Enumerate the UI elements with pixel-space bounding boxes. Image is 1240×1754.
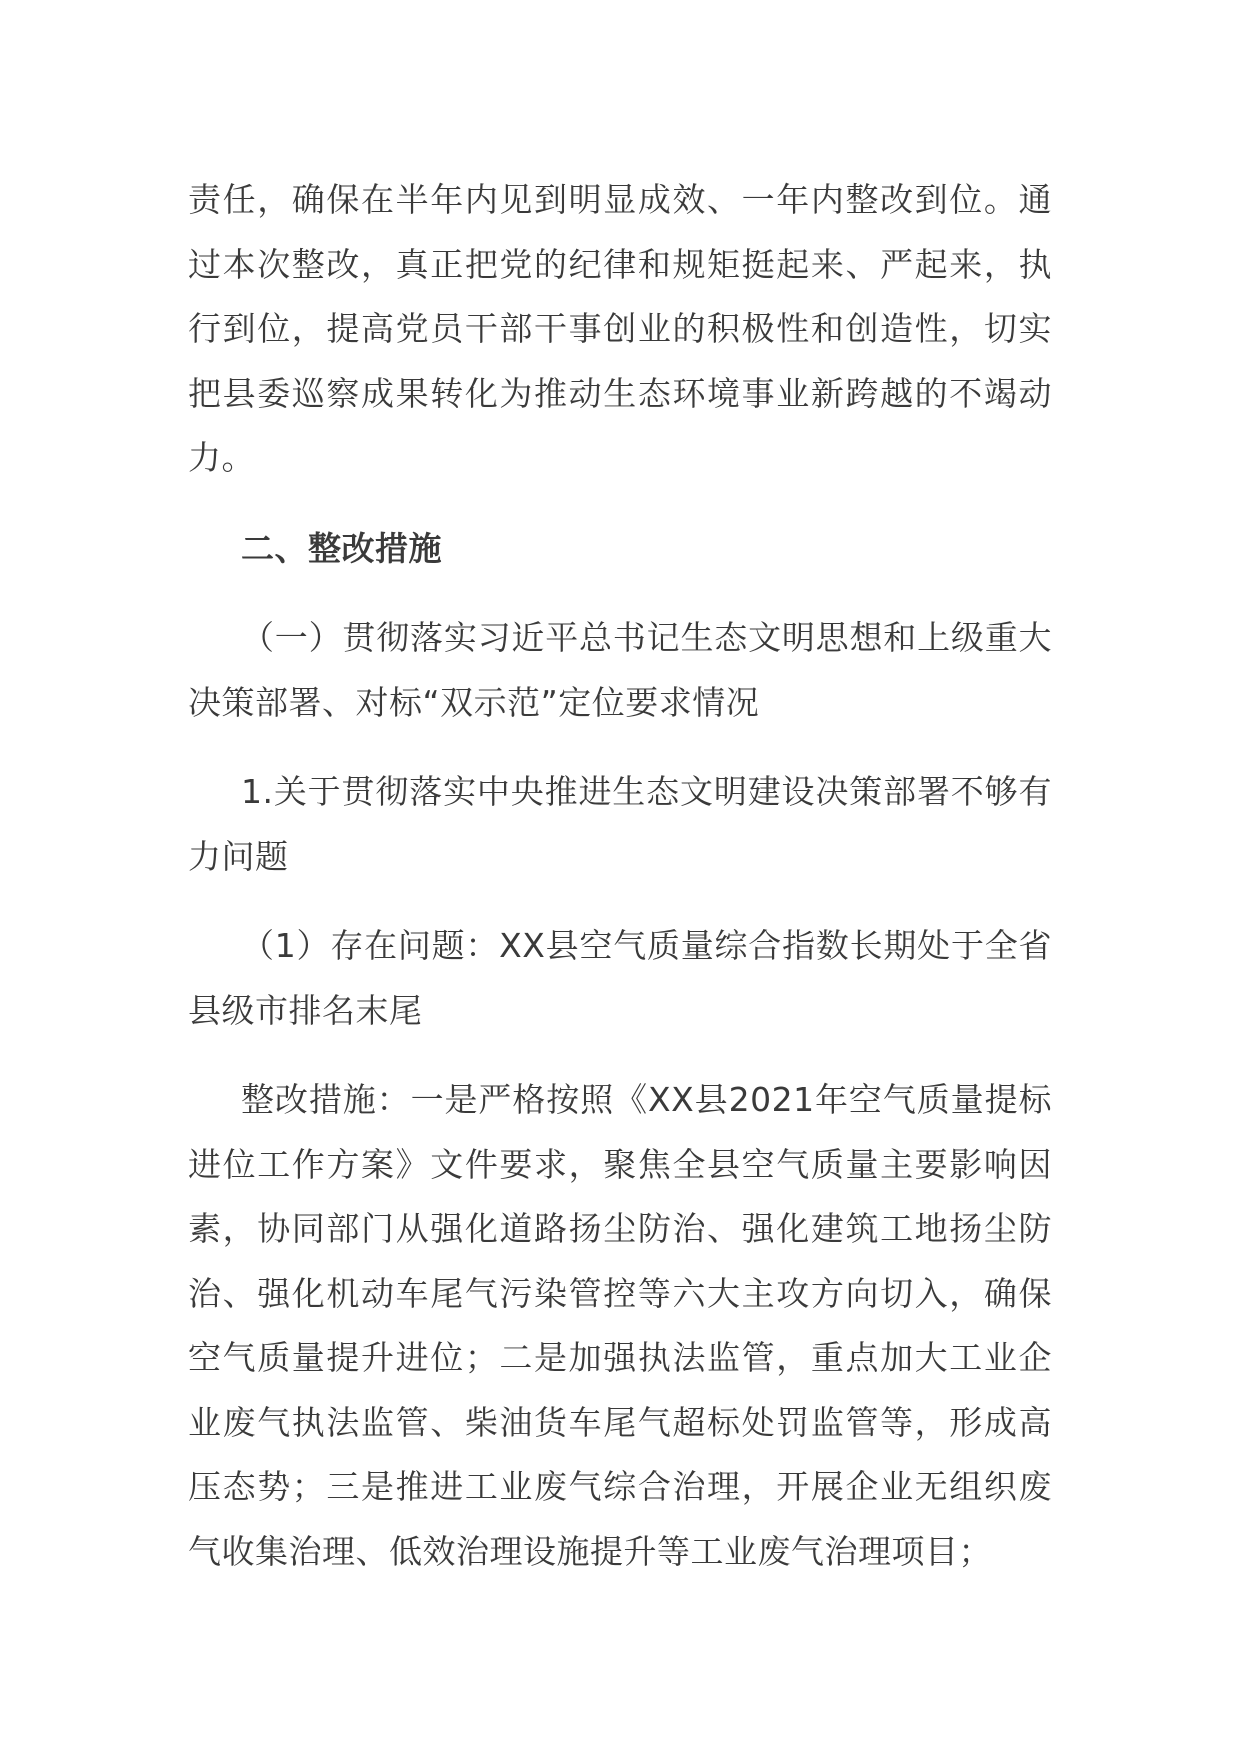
subsection-heading: （一）贯彻落实习近平总书记生态文明思想和上级重大决策部署、对标“双示范”定位要求情况 [188,618,1052,722]
document-body [188,168,1052,1584]
item-heading: 1.关于贯彻落实中央推进生态文明建设决策部署不够有力问题 [188,772,1052,876]
section-heading: 二、整改措施 [241,528,442,568]
problem-statement: （1）存在问题：XX县空气质量综合指数长期处于全省县级市排名末尾 [188,926,1052,1030]
rectification-measures: 整改措施：一是严格按照《XX县2021年空气质量提标进位工作方案》文件要求，聚焦全县空气质量主要影响因素，协同部门从强化道路扬尘防治、强化建筑工地扬尘防治、强化机动车尾气污染管控等六大主攻方向切入，确保空气质量提升进位；二是加强执法监管，重点加大工业企业废气执法监管、柴油货车尾气超标处罚监管等，形成高压态势；三是推进工业废气综合治理，开展企业无组织废气收集治理、低效治理设施提升等工业废气治理项目； [188,1080,1052,1571]
paragraph-continuation: 责任，确保在半年内见到明显成效、一年内整改到位。通过本次整改，真正把党的纪律和规矩挺起来、严起来，执行到位，提高党员干部干事创业的积极性和创造性，切实把县委巡察成果转化为推动生态环境事业新跨越的不竭动力。 [188,180,1052,477]
